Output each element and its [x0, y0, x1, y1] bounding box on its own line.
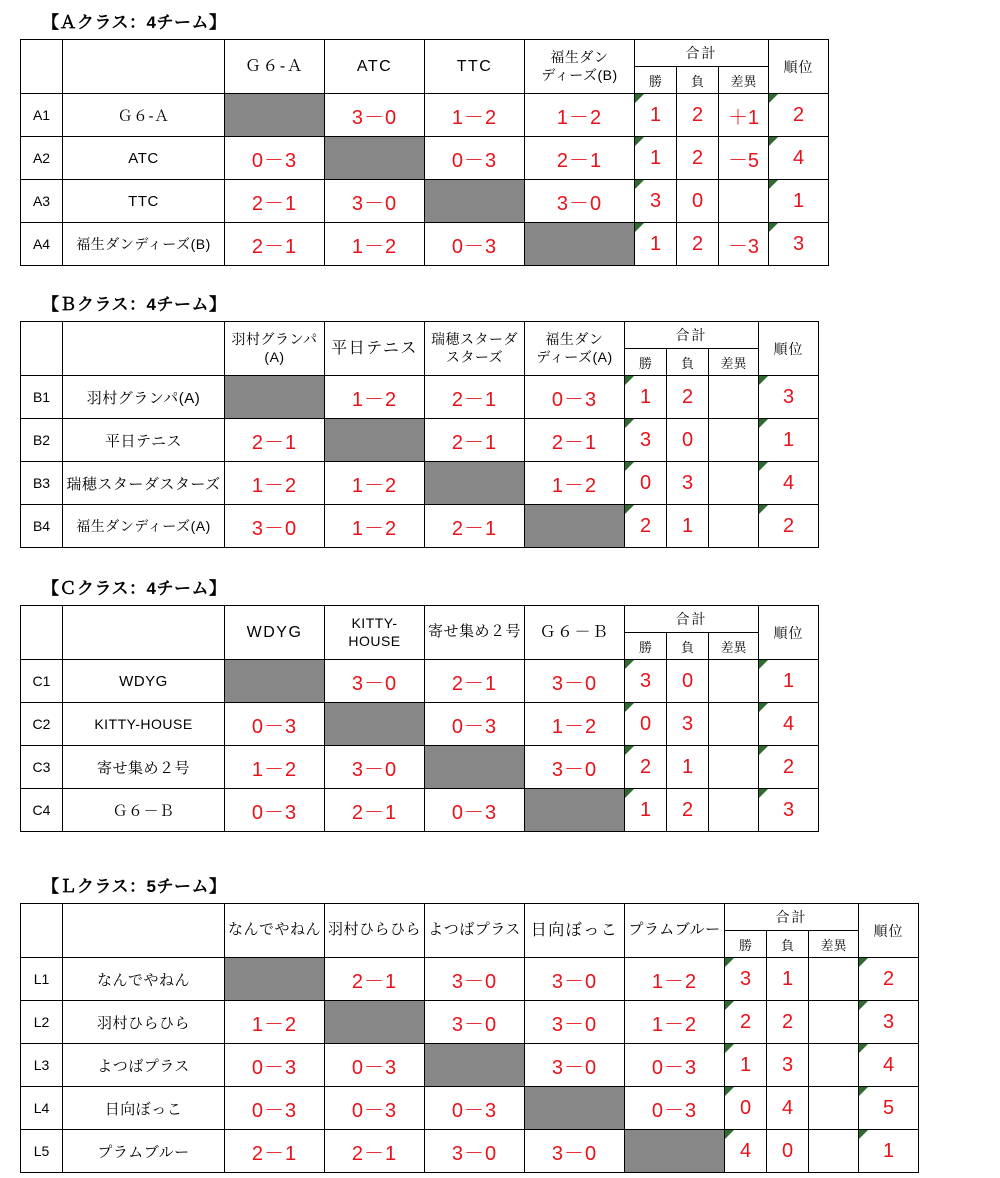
header-summary: 合計 — [625, 606, 759, 633]
row-rank: 1 — [759, 419, 819, 462]
self-cell — [225, 660, 325, 703]
row-team-name: 羽村グランパ(A) — [63, 376, 225, 419]
row-losses: 1 — [767, 958, 809, 1001]
table-row — [21, 462, 819, 505]
header-diff: 差異 — [809, 931, 859, 958]
row-wins: 1 — [725, 1044, 767, 1087]
row-rank: 2 — [769, 94, 829, 137]
row-diff — [709, 789, 759, 832]
row-id: B2 — [21, 419, 63, 462]
match-score: 1－2 — [625, 958, 725, 1001]
row-id: L4 — [21, 1087, 63, 1130]
row-wins: 4 — [725, 1130, 767, 1173]
self-cell — [325, 419, 425, 462]
row-id: B1 — [21, 376, 63, 419]
self-cell — [225, 94, 325, 137]
table-row — [21, 505, 819, 548]
header-id-blank — [21, 904, 63, 958]
header-opponent: ATC — [325, 40, 425, 94]
header-team-blank — [63, 606, 225, 660]
header-diff: 差異 — [709, 633, 759, 660]
header-opponent: 羽村グランパ(A) — [225, 322, 325, 376]
row-wins: 1 — [625, 376, 667, 419]
row-losses: 0 — [677, 180, 719, 223]
header-summary: 合計 — [725, 904, 859, 931]
match-score: 0－3 — [525, 376, 625, 419]
row-wins: 2 — [625, 505, 667, 548]
row-diff — [709, 505, 759, 548]
row-diff — [809, 1044, 859, 1087]
match-score: 1－2 — [525, 462, 625, 505]
table-row — [21, 223, 829, 266]
row-team-name: ATC — [63, 137, 225, 180]
match-score: 3－0 — [425, 958, 525, 1001]
match-score: 3－0 — [525, 958, 625, 1001]
header-opponent: 羽村ひらひら — [325, 904, 425, 958]
table-header-row — [21, 40, 829, 67]
match-score: 0－3 — [425, 789, 525, 832]
row-diff — [809, 958, 859, 1001]
match-score: 2－1 — [325, 1130, 425, 1173]
row-losses: 1 — [667, 746, 709, 789]
row-diff: －3 — [719, 223, 769, 266]
row-id: A1 — [21, 94, 63, 137]
row-diff — [709, 462, 759, 505]
row-id: C3 — [21, 746, 63, 789]
match-score: 3－0 — [525, 180, 635, 223]
match-score: 3－0 — [525, 1001, 625, 1044]
row-losses: 2 — [767, 1001, 809, 1044]
self-cell — [325, 137, 425, 180]
match-score: 2－1 — [325, 958, 425, 1001]
standings-table — [20, 605, 819, 832]
match-score: 1－2 — [225, 746, 325, 789]
match-score: 1－2 — [625, 1001, 725, 1044]
row-team-name: 瑞穂スターダスターズ — [63, 462, 225, 505]
table-row — [21, 1130, 919, 1173]
row-team-name: プラムブルー — [63, 1130, 225, 1173]
row-id: A4 — [21, 223, 63, 266]
match-score: 0－3 — [225, 137, 325, 180]
row-wins: 3 — [635, 180, 677, 223]
self-cell — [425, 746, 525, 789]
match-score: 3－0 — [525, 1044, 625, 1087]
match-score: 0－3 — [425, 1087, 525, 1130]
match-score: 2－1 — [425, 505, 525, 548]
row-team-name: 羽村ひらひら — [63, 1001, 225, 1044]
class-block — [0, 290, 1000, 548]
match-score: 0－3 — [225, 1044, 325, 1087]
block-title: 【Ａクラス：4チーム】 — [42, 13, 227, 32]
header-id-blank — [21, 40, 63, 94]
row-diff — [709, 703, 759, 746]
self-cell — [325, 1001, 425, 1044]
table-row — [21, 419, 819, 462]
match-score: 1－2 — [425, 94, 525, 137]
header-opponent: なんでやねん — [225, 904, 325, 958]
table-row — [21, 376, 819, 419]
match-score: 2－1 — [325, 789, 425, 832]
table-row — [21, 1044, 919, 1087]
row-wins: 1 — [635, 94, 677, 137]
header-team-blank — [63, 904, 225, 958]
row-rank: 3 — [859, 1001, 919, 1044]
self-cell — [625, 1130, 725, 1173]
header-opponent: KITTY- HOUSE — [325, 606, 425, 660]
row-team-name: Ｇ６－Ｂ — [63, 789, 225, 832]
row-rank: 5 — [859, 1087, 919, 1130]
match-score: 3－0 — [225, 505, 325, 548]
row-id: A3 — [21, 180, 63, 223]
row-id: C4 — [21, 789, 63, 832]
row-diff — [709, 376, 759, 419]
row-team-name: Ｇ６-Ａ — [63, 94, 225, 137]
row-losses: 2 — [677, 94, 719, 137]
row-wins: 3 — [725, 958, 767, 1001]
match-score: 2－1 — [525, 419, 625, 462]
header-opponent: TTC — [425, 40, 525, 94]
match-score: 3－0 — [325, 180, 425, 223]
match-score: 0－3 — [425, 137, 525, 180]
class-block — [0, 574, 1000, 832]
match-score: 3－0 — [425, 1001, 525, 1044]
header-summary: 合計 — [625, 322, 759, 349]
row-losses: 3 — [667, 703, 709, 746]
table-row — [21, 958, 919, 1001]
row-losses: 0 — [667, 419, 709, 462]
header-opponent: 平日テニス — [325, 322, 425, 376]
table-row — [21, 789, 819, 832]
block-title: 【Ｂクラス：4チーム】 — [42, 295, 227, 314]
match-score: 1－2 — [225, 1001, 325, 1044]
row-rank: 2 — [759, 505, 819, 548]
row-team-name: WDYG — [63, 660, 225, 703]
header-opponent: よつばプラス — [425, 904, 525, 958]
table-row — [21, 180, 829, 223]
row-id: L3 — [21, 1044, 63, 1087]
block-title: 【Ｃクラス：4チーム】 — [42, 579, 227, 598]
row-team-name: 寄せ集め２号 — [63, 746, 225, 789]
row-rank: 4 — [759, 703, 819, 746]
header-id-blank — [21, 606, 63, 660]
row-id: C1 — [21, 660, 63, 703]
header-lose: 負 — [677, 67, 719, 94]
row-rank: 2 — [859, 958, 919, 1001]
self-cell — [525, 789, 625, 832]
standings-table — [20, 39, 829, 266]
match-score: 2－1 — [425, 376, 525, 419]
match-score: 1－2 — [525, 94, 635, 137]
match-score: 1－2 — [325, 462, 425, 505]
match-score: 0－3 — [625, 1044, 725, 1087]
header-rank: 順位 — [759, 322, 819, 376]
header-diff: 差異 — [719, 67, 769, 94]
block-title: 【Ｌクラス：5チーム】 — [42, 877, 227, 896]
row-wins: 0 — [625, 462, 667, 505]
row-id: L1 — [21, 958, 63, 1001]
row-losses: 3 — [767, 1044, 809, 1087]
match-score: 1－2 — [325, 376, 425, 419]
row-losses: 4 — [767, 1087, 809, 1130]
self-cell — [525, 505, 625, 548]
match-score: 0－3 — [425, 703, 525, 746]
match-score: 2－1 — [225, 223, 325, 266]
row-wins: 3 — [625, 419, 667, 462]
standings-table — [20, 903, 919, 1173]
self-cell — [225, 376, 325, 419]
row-diff — [709, 660, 759, 703]
row-rank: 3 — [759, 376, 819, 419]
row-diff: ＋1 — [719, 94, 769, 137]
match-score: 1－2 — [525, 703, 625, 746]
header-team-blank — [63, 40, 225, 94]
match-score: 3－0 — [325, 94, 425, 137]
header-opponent: WDYG — [225, 606, 325, 660]
match-score: 2－1 — [225, 1130, 325, 1173]
row-diff: －5 — [719, 137, 769, 180]
header-opponent: 瑞穂スターダ スターズ — [425, 322, 525, 376]
row-team-name: 福生ダンディーズ(A) — [63, 505, 225, 548]
table-row — [21, 1087, 919, 1130]
row-diff — [709, 419, 759, 462]
table-row — [21, 94, 829, 137]
match-score: 2－1 — [425, 660, 525, 703]
match-score: 1－2 — [325, 223, 425, 266]
header-lose: 負 — [667, 633, 709, 660]
table-header-row — [21, 904, 919, 931]
header-opponent: 寄せ集め２号 — [425, 606, 525, 660]
row-rank: 2 — [759, 746, 819, 789]
header-opponent: 日向ぼっこ — [525, 904, 625, 958]
row-losses: 2 — [667, 789, 709, 832]
row-id: L2 — [21, 1001, 63, 1044]
header-lose: 負 — [667, 349, 709, 376]
row-rank: 1 — [759, 660, 819, 703]
row-diff — [709, 746, 759, 789]
row-rank: 4 — [759, 462, 819, 505]
row-losses: 2 — [677, 223, 719, 266]
header-win: 勝 — [635, 67, 677, 94]
match-score: 3－0 — [525, 660, 625, 703]
row-wins: 2 — [625, 746, 667, 789]
row-team-name: 福生ダンディーズ(B) — [63, 223, 225, 266]
match-score: 0－3 — [625, 1087, 725, 1130]
match-score: 1－2 — [225, 462, 325, 505]
self-cell — [325, 703, 425, 746]
match-score: 3－0 — [325, 746, 425, 789]
match-score: 0－3 — [225, 1087, 325, 1130]
header-rank: 順位 — [859, 904, 919, 958]
header-opponent: プラムブルー — [625, 904, 725, 958]
match-score: 3－0 — [525, 1130, 625, 1173]
match-score: 2－1 — [525, 137, 635, 180]
row-losses: 3 — [667, 462, 709, 505]
row-id: A2 — [21, 137, 63, 180]
row-team-name: なんでやねん — [63, 958, 225, 1001]
row-rank: 1 — [859, 1130, 919, 1173]
self-cell — [525, 223, 635, 266]
row-diff — [809, 1087, 859, 1130]
match-score: 2－1 — [225, 419, 325, 462]
self-cell — [425, 1044, 525, 1087]
self-cell — [425, 180, 525, 223]
match-score: 2－1 — [425, 419, 525, 462]
match-score: 2－1 — [225, 180, 325, 223]
class-block — [0, 872, 1000, 1173]
row-diff — [809, 1001, 859, 1044]
match-score: 3－0 — [425, 1130, 525, 1173]
header-win: 勝 — [625, 633, 667, 660]
row-id: L5 — [21, 1130, 63, 1173]
table-header-row — [21, 322, 819, 349]
header-opponent: Ｇ６－Ｂ — [525, 606, 625, 660]
row-team-name: よつばプラス — [63, 1044, 225, 1087]
row-wins: 0 — [725, 1087, 767, 1130]
match-score: 0－3 — [425, 223, 525, 266]
row-rank: 3 — [759, 789, 819, 832]
table-header-row — [21, 606, 819, 633]
class-block — [0, 8, 1000, 266]
self-cell — [425, 462, 525, 505]
table-row — [21, 660, 819, 703]
row-diff — [719, 180, 769, 223]
row-rank: 3 — [769, 223, 829, 266]
table-row — [21, 1001, 919, 1044]
match-score: 3－0 — [325, 660, 425, 703]
header-rank: 順位 — [769, 40, 829, 94]
row-team-name: KITTY-HOUSE — [63, 703, 225, 746]
match-score: 3－0 — [525, 746, 625, 789]
header-team-blank — [63, 322, 225, 376]
row-losses: 2 — [667, 376, 709, 419]
row-wins: 1 — [635, 137, 677, 180]
header-rank: 順位 — [759, 606, 819, 660]
self-cell — [525, 1087, 625, 1130]
header-lose: 負 — [767, 931, 809, 958]
row-wins: 1 — [635, 223, 677, 266]
row-diff — [809, 1130, 859, 1173]
row-rank: 4 — [859, 1044, 919, 1087]
header-opponent: 福生ダン ディーズ(B) — [525, 40, 635, 94]
match-score: 0－3 — [225, 703, 325, 746]
row-losses: 1 — [667, 505, 709, 548]
table-row — [21, 703, 819, 746]
match-score: 0－3 — [325, 1044, 425, 1087]
row-id: C2 — [21, 703, 63, 746]
row-rank: 1 — [769, 180, 829, 223]
row-wins: 1 — [625, 789, 667, 832]
header-opponent: 福生ダン ディーズ(A) — [525, 322, 625, 376]
row-team-name: 日向ぼっこ — [63, 1087, 225, 1130]
row-team-name: TTC — [63, 180, 225, 223]
match-score: 1－2 — [325, 505, 425, 548]
header-opponent: Ｇ６-Ａ — [225, 40, 325, 94]
row-wins: 0 — [625, 703, 667, 746]
standings-table — [20, 321, 819, 548]
row-wins: 2 — [725, 1001, 767, 1044]
row-team-name: 平日テニス — [63, 419, 225, 462]
row-losses: 2 — [677, 137, 719, 180]
row-losses: 0 — [767, 1130, 809, 1173]
header-win: 勝 — [625, 349, 667, 376]
row-wins: 3 — [625, 660, 667, 703]
header-id-blank — [21, 322, 63, 376]
row-id: B3 — [21, 462, 63, 505]
self-cell — [225, 958, 325, 1001]
row-id: B4 — [21, 505, 63, 548]
match-score: 0－3 — [325, 1087, 425, 1130]
header-diff: 差異 — [709, 349, 759, 376]
header-summary: 合計 — [635, 40, 769, 67]
row-rank: 4 — [769, 137, 829, 180]
header-win: 勝 — [725, 931, 767, 958]
table-row — [21, 746, 819, 789]
match-score: 0－3 — [225, 789, 325, 832]
table-row — [21, 137, 829, 180]
row-losses: 0 — [667, 660, 709, 703]
